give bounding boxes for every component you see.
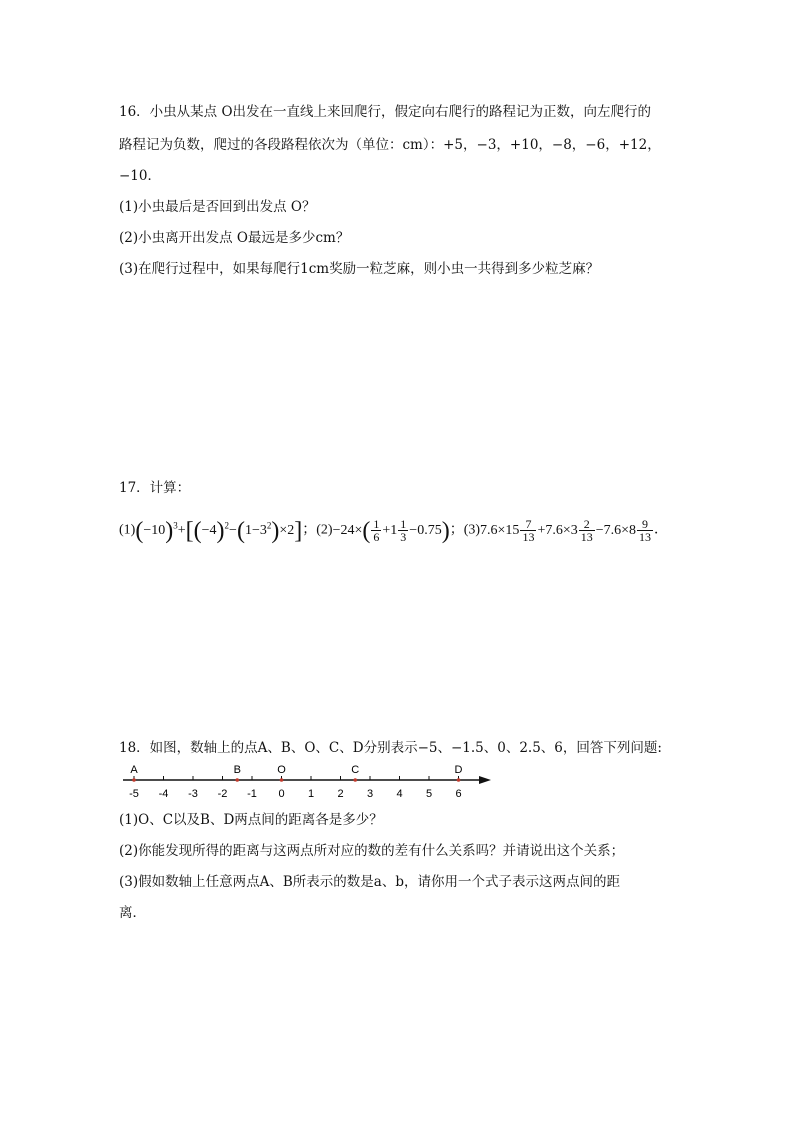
- q17-expr-3: 7.6×15 $\frac{7}{13}$ +7.6×3 $\frac{2}{13}$ −7.6×8 $\frac{9}{13}$: [480, 516, 652, 544]
- tick-label: 4: [396, 788, 403, 800]
- number-line: [119, 762, 499, 802]
- point-label-b: B: [233, 764, 241, 776]
- point-dot-b: [235, 778, 239, 782]
- q16-part-2: (2)小虫离开出发点 O最远是多少cm？: [119, 230, 350, 246]
- q16-line-2: 路程记为负数，爬过的各段路程依次为（单位：cm）：+5，−3，+10，−8，−6，+12，: [119, 137, 661, 153]
- q17-label-1: (1): [119, 522, 136, 538]
- tick-label: 5: [425, 788, 433, 800]
- point-label-a: A: [130, 764, 138, 776]
- q16-line-3: −10．: [119, 168, 161, 184]
- number-line-points: [130, 764, 462, 782]
- q17-expr-2: −24×( $\frac{1}{6}$ +1 $\frac{1}{3}$ −0.75): [332, 516, 450, 544]
- q17-label-3: ；(3): [449, 522, 481, 538]
- number-line-axis: [123, 776, 491, 784]
- tick-label: -2: [217, 788, 228, 800]
- q17-label-2: ；(2): [302, 522, 333, 538]
- q18-line-1: 18．如图，数轴上的点A、B、O、C、D分别表示−5、−1.5、0、2.5、6，回答下列问题:: [119, 740, 662, 756]
- tick-label: 6: [455, 788, 462, 800]
- axis-arrow-icon: [479, 776, 491, 784]
- point-dot-o: [280, 778, 284, 782]
- q16-line-1: 16．小虫从某点 O出发在一直线上来回爬行，假定向右爬行的路程记为正数，向左爬行的: [119, 104, 652, 120]
- point-dot-a: [132, 778, 136, 782]
- q18-part-3b: 离．: [119, 905, 146, 921]
- point-label-c: C: [351, 764, 360, 776]
- q16-part-3: (3)在爬行过程中，如果每爬行1cm奖励一粒芝麻，则小虫一共得到多少粒芝麻？: [119, 261, 600, 277]
- point-dot-c: [353, 778, 357, 782]
- q16-part-1: (1)小虫最后是否回到出发点 O？: [119, 199, 316, 215]
- q17-expr-1: $(-10)^3+[(-4)^2-(1-3^2)\times 2]$: [135, 517, 303, 544]
- q18-part-2: (2)你能发现所得的距离与这两点所对应的数的差有什么关系吗？并请说出这个关系；: [119, 843, 625, 859]
- point-label-o: O: [277, 764, 286, 776]
- q18-part-1: (1)O、C以及B、D两点间的距离各是多少？: [119, 812, 383, 828]
- tick-label: -5: [129, 788, 139, 800]
- tick-label: 1: [307, 788, 315, 800]
- q17-end: ．: [654, 522, 669, 538]
- q17-expressions: [119, 508, 668, 542]
- q18-part-3a: (3)假如数轴上任意两点A、B所表示的数是a、b，请你用一个式子表示这两点间的距: [119, 874, 620, 890]
- q17-title: 17．计算：: [119, 480, 191, 496]
- tick-label: -4: [158, 788, 169, 800]
- tick-label: -1: [247, 788, 257, 800]
- tick-label: 2: [337, 788, 344, 800]
- tick-label: -3: [188, 788, 198, 800]
- point-label-d: D: [454, 764, 463, 776]
- point-dot-d: [457, 778, 461, 782]
- tick-label: 0: [278, 788, 285, 800]
- tick-label: 3: [366, 788, 374, 800]
